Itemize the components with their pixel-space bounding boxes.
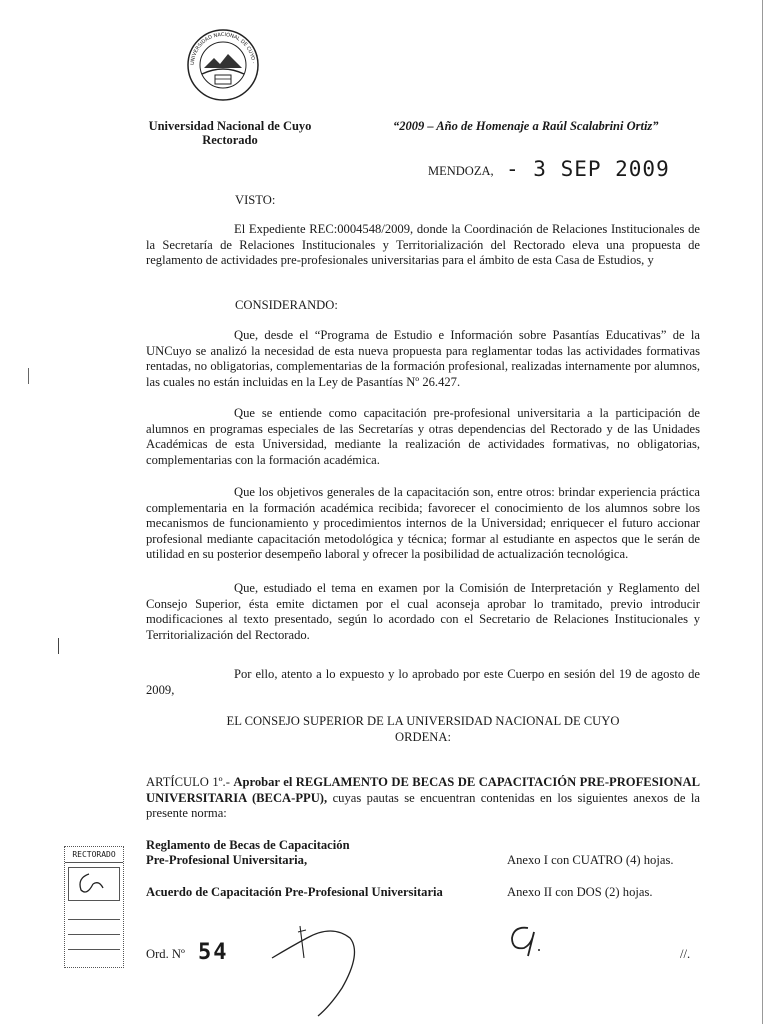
seal-text: UNIVERSIDAD NACIONAL DE CUYO · [189,31,256,66]
stamp-initials-box [68,867,120,901]
right-edge-line [762,0,763,1024]
date-stamp: - 3 SEP 2009 [506,157,670,181]
city-label: MENDOZA, [428,164,494,178]
university-name: Universidad Nacional de Cuyo [148,119,312,133]
margin-mark-2 [58,638,62,654]
margin-mark-1 [28,368,32,384]
considerando-heading: CONSIDERANDO: [235,298,338,312]
ordena-heading: ORDENA: [395,730,451,744]
visto-heading: VISTO: [235,193,276,207]
stamp-initials [69,868,119,898]
considerando-paragraph-1: Que, desde el “Programa de Estudio e Información sobre Pasantías Educativas” de la UNCuyo se analizó la necesidad de esta nueva propuesta para reglamentar todas las actividades formativas rentadas, no obligatorias, complementarias de la formación profesional, realizadas internamente por alumnos, las cuales no están incluidas en la Ley de Pasantías Nº 26.427. [146,328,700,389]
council-line: EL CONSEJO SUPERIOR DE LA UNIVERSIDAD NACIONAL DE CUYO [226,714,620,728]
office-name: Rectorado [202,133,258,147]
ord-number: 54 [198,940,229,965]
rectorado-stamp [64,846,124,968]
signature-right [506,922,546,958]
visto-text: El Expediente REC:0004548/2009, donde la Coordinación de Relaciones Institucionales de la Secretaría de Relaciones Institucionales y Territorialización del Rectorado eleva una propuesta de reglamento de actividades pre-profesionales universitarias para el ámbito de esta Casa de Estudios, y [146,222,700,268]
stamp-label: RECTORADO [65,847,123,863]
anexo-1-title-line1: Reglamento de Becas de Capacitación [146,838,350,852]
articulo-1 [146,775,700,822]
stamp-line-1 [68,905,120,920]
anexo-2-ref: Anexo II con DOS (2) hojas. [507,885,653,899]
stamp-line-2 [68,920,120,935]
stamp-line-3 [68,935,120,950]
university-seal [186,28,260,102]
signature-left [262,918,372,1018]
continuation-mark: //. [680,947,691,961]
articulo-bold-text: Aprobar el REGLAMENTO DE BECAS DE CAPACITACIÓN PRE-PROFESIONAL UNIVERSITARIA (BECA-PPU), [146,775,700,805]
anexo-1-title-line2: Pre-Profesional Universitaria, [146,853,308,867]
considerando-paragraph-4: Que, estudiado el tema en examen por la Comisión de Interpretación y Reglamento del Consejo Superior, ésta emite dictamen por el cual aconseja aprobar lo tramitado, previo introducir modificaciones al texto presentado, según lo acordado con el Secretario de Relaciones Institucionales y Territorialización del Rectorado. [146,581,700,642]
articulo-label: ARTÍCULO 1º.- [146,775,230,789]
considerando-paragraph-5: Por ello, atento a lo expuesto y lo aprobado por este Cuerpo en sesión del 19 de agosto de 2009, [146,667,700,697]
anexo-1-ref: Anexo I con CUATRO (4) hojas. [507,853,674,867]
articulo-rest: cuyas pautas se encuentran contenidas en los siguientes anexos de la presente norma: [146,790,700,821]
considerando-paragraph-3: Que los objetivos generales de la capacitación son, entre otros: brindar experiencia práctica complementaria en la formación académica recibida; favorecer el conocimiento de los alumnos sobre los mecanismos de funcionamiento y procedimientos internos de la Universidad; enriquecer el futuro accionar profesional mediante capacitación metodológica y técnica; formar al estudiante en aspectos que le serán de utilidad en su posterior desempeño laboral y ofrecer la posibilidad de actualización tecnológica. [146,485,700,562]
ord-label: Ord. Nº [146,947,185,961]
anexo-2-title: Acuerdo de Capacitación Pre-Profesional Universitaria [146,885,443,899]
seal-icon [186,28,260,102]
year-motto: “2009 – Año de Homenaje a Raúl Scalabrini Ortiz” [393,119,659,133]
considerando-paragraph-2: Que se entiende como capacitación pre-profesional universitaria a la participación de alumnos en programas especiales de las Secretarías y otras dependencias del Rectorado y de las Unidades Académicas de esta Universidad, mediante la realización de actividades formativas, no obligatorias, complementarias con la formación académica. [146,406,700,467]
